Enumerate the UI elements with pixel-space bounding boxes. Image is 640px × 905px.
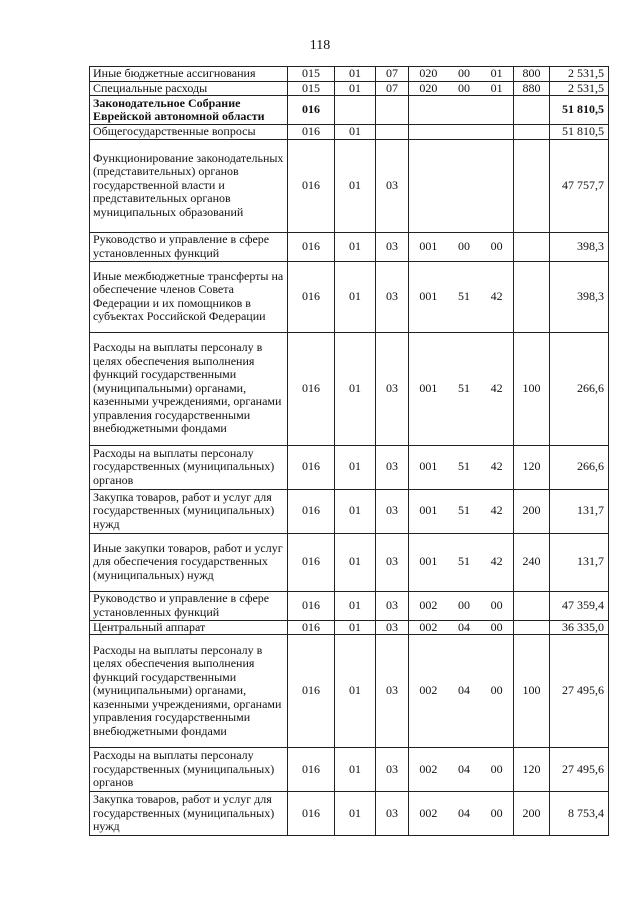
- target-article-cell: [409, 261, 514, 332]
- target-article-part: 002: [419, 805, 438, 820]
- target-article-part: 00: [457, 238, 470, 253]
- row-name-cell: Законодательное Собрание Еврейской автономной области: [90, 96, 288, 125]
- target-article-cell: [409, 445, 514, 489]
- section-code-cell: [335, 96, 376, 125]
- row-name-cell: Закупка товаров, работ и услуг для государственных (муниципальных) нужд: [90, 792, 288, 836]
- target-article-cell: [409, 792, 514, 836]
- target-article-part: 42: [490, 503, 503, 518]
- section-code-cell: 01: [335, 261, 376, 332]
- target-article-part: 00: [490, 761, 503, 776]
- target-article-part: 00: [490, 620, 503, 634]
- target-article-part: 001: [419, 554, 438, 569]
- admin-code-cell: 016: [288, 635, 335, 748]
- section-code-cell: 01: [335, 445, 376, 489]
- section-code-cell: 01: [335, 489, 376, 533]
- expense-type-cell: 200: [514, 489, 550, 533]
- target-article-cell: [409, 67, 514, 82]
- admin-code-cell: 016: [288, 792, 335, 836]
- target-article-part: 002: [419, 620, 438, 634]
- subsection-code-cell: 03: [376, 445, 409, 489]
- target-article-cell: [409, 125, 514, 140]
- section-code-cell: 01: [335, 533, 376, 591]
- target-article-cell: [409, 332, 514, 445]
- target-article-parts: [409, 684, 513, 698]
- admin-code-cell: 016: [288, 96, 335, 125]
- subsection-code-cell: 03: [376, 748, 409, 792]
- target-article-parts: [409, 621, 513, 635]
- subsection-code-cell: 03: [376, 232, 409, 261]
- target-article-parts: [409, 807, 513, 821]
- subsection-code-cell: 03: [376, 139, 409, 232]
- target-article-part: 001: [419, 380, 438, 395]
- amount-cell: 51 810,5: [550, 125, 609, 140]
- target-article-part: 42: [490, 288, 503, 303]
- row-name-cell: Иные межбюджетные трансферты на обеспечение членов Совета Федерации и их помощников в субъектах Российской Федерации: [90, 261, 288, 332]
- target-article-part: 04: [457, 683, 470, 698]
- target-article-part: 01: [490, 81, 503, 95]
- section-code-cell: 01: [335, 792, 376, 836]
- admin-code-cell: 016: [288, 332, 335, 445]
- expense-type-cell: 240: [514, 533, 550, 591]
- row-name-cell: Расходы на выплаты персоналу в целях обеспечения выполнения функций государственными (муниципальными) органами, казенными учреждениями, органами управления государственными внебюджетными фондами: [90, 332, 288, 445]
- target-article-cell: [409, 232, 514, 261]
- subsection-code-cell: [376, 96, 409, 125]
- amount-cell: 266,6: [550, 445, 609, 489]
- row-name-cell: Центральный аппарат: [90, 620, 288, 635]
- target-article-part: 002: [419, 761, 438, 776]
- target-article-part: 00: [457, 66, 470, 80]
- amount-cell: 47 757,7: [550, 139, 609, 232]
- admin-code-cell: 016: [288, 445, 335, 489]
- subsection-code-cell: 03: [376, 792, 409, 836]
- target-article-part: 51: [457, 288, 470, 303]
- expense-type-cell: [514, 620, 550, 635]
- target-article-part: 001: [419, 288, 438, 303]
- target-article-parts: [409, 382, 513, 396]
- amount-cell: 266,6: [550, 332, 609, 445]
- target-article-cell: [409, 96, 514, 125]
- expense-type-cell: 100: [514, 635, 550, 748]
- subsection-code-cell: 03: [376, 332, 409, 445]
- table-row: [90, 489, 609, 533]
- target-article-part: 001: [419, 503, 438, 518]
- row-name-cell: Закупка товаров, работ и услуг для государственных (муниципальных) нужд: [90, 489, 288, 533]
- table-row: [90, 591, 609, 620]
- amount-cell: 27 495,6: [550, 635, 609, 748]
- amount-cell: 27 495,6: [550, 748, 609, 792]
- amount-cell: 131,7: [550, 489, 609, 533]
- subsection-code-cell: 03: [376, 533, 409, 591]
- target-article-part: 42: [490, 380, 503, 395]
- admin-code-cell: 016: [288, 232, 335, 261]
- admin-code-cell: 016: [288, 620, 335, 635]
- row-name-cell: Иные закупки товаров, работ и услуг для обеспечения государственных (муниципальных) нужд: [90, 533, 288, 591]
- expense-type-cell: [514, 139, 550, 232]
- admin-code-cell: 015: [288, 81, 335, 96]
- table-row: [90, 67, 609, 82]
- subsection-code-cell: 03: [376, 489, 409, 533]
- table-row: [90, 445, 609, 489]
- target-article-parts: [409, 763, 513, 777]
- table-row: [90, 139, 609, 232]
- target-article-part: 04: [457, 620, 470, 634]
- table-row: [90, 125, 609, 140]
- amount-cell: 2 531,5: [550, 81, 609, 96]
- target-article-part: 51: [457, 554, 470, 569]
- target-article-part: 001: [419, 459, 438, 474]
- admin-code-cell: 016: [288, 125, 335, 140]
- expense-type-cell: 800: [514, 67, 550, 82]
- section-code-cell: 01: [335, 81, 376, 96]
- table-row: [90, 81, 609, 96]
- table-row: [90, 232, 609, 261]
- expense-type-cell: 100: [514, 332, 550, 445]
- row-name-cell: Руководство и управление в сфере установленных функций: [90, 591, 288, 620]
- subsection-code-cell: 07: [376, 67, 409, 82]
- target-article-part: 00: [457, 81, 470, 95]
- section-code-cell: 01: [335, 232, 376, 261]
- target-article-part: 00: [490, 683, 503, 698]
- target-article-part: 00: [490, 805, 503, 820]
- target-article-part: 00: [457, 597, 470, 612]
- row-name-cell: Расходы на выплаты персоналу в целях обеспечения выполнения функций государственными (муниципальными) органами, казенными учреждениями, органами управления государственными внебюджетными фондами: [90, 635, 288, 748]
- target-article-part: 020: [419, 81, 438, 95]
- subsection-code-cell: 03: [376, 591, 409, 620]
- subsection-code-cell: 03: [376, 620, 409, 635]
- section-code-cell: 01: [335, 620, 376, 635]
- table-row: [90, 635, 609, 748]
- table-row: [90, 332, 609, 445]
- row-name-cell: Расходы на выплаты персоналу государственных (муниципальных) органов: [90, 748, 288, 792]
- target-article-parts: [409, 599, 513, 613]
- amount-cell: 36 335,0: [550, 620, 609, 635]
- target-article-part: 01: [490, 66, 503, 80]
- amount-cell: 8 753,4: [550, 792, 609, 836]
- target-article-parts: [409, 82, 513, 96]
- target-article-cell: [409, 489, 514, 533]
- section-code-cell: 01: [335, 67, 376, 82]
- amount-cell: 398,3: [550, 232, 609, 261]
- table-row: [90, 261, 609, 332]
- table-row: [90, 792, 609, 836]
- table-row: [90, 533, 609, 591]
- target-article-part: 002: [419, 597, 438, 612]
- amount-cell: 51 810,5: [550, 96, 609, 125]
- expense-type-cell: [514, 591, 550, 620]
- target-article-parts: [409, 504, 513, 518]
- amount-cell: 2 531,5: [550, 67, 609, 82]
- target-article-part: 51: [457, 503, 470, 518]
- admin-code-cell: 016: [288, 139, 335, 232]
- target-article-part: 04: [457, 761, 470, 776]
- row-name-cell: Расходы на выплаты персоналу государственных (муниципальных) органов: [90, 445, 288, 489]
- subsection-code-cell: 03: [376, 261, 409, 332]
- target-article-part: 04: [457, 805, 470, 820]
- admin-code-cell: 016: [288, 261, 335, 332]
- expense-type-cell: [514, 232, 550, 261]
- expense-type-cell: [514, 96, 550, 125]
- admin-code-cell: 016: [288, 533, 335, 591]
- target-article-part: 001: [419, 238, 438, 253]
- amount-cell: 131,7: [550, 533, 609, 591]
- target-article-cell: [409, 748, 514, 792]
- target-article-part: 002: [419, 683, 438, 698]
- amount-cell: 47 359,4: [550, 591, 609, 620]
- row-name-cell: Специальные расходы: [90, 81, 288, 96]
- table-row: [90, 748, 609, 792]
- row-name-cell: Функционирование законодательных (представительных) органов государственной власти и представительных органов муниципальных образований: [90, 139, 288, 232]
- target-article-part: 42: [490, 459, 503, 474]
- row-name-cell: Иные бюджетные ассигнования: [90, 67, 288, 82]
- admin-code-cell: 016: [288, 489, 335, 533]
- table-row: [90, 96, 609, 125]
- page-number: 118: [309, 38, 331, 53]
- target-article-part: 00: [490, 238, 503, 253]
- target-article-parts: [409, 460, 513, 474]
- target-article-cell: [409, 139, 514, 232]
- subsection-code-cell: 07: [376, 81, 409, 96]
- section-code-cell: 01: [335, 125, 376, 140]
- target-article-cell: [409, 533, 514, 591]
- target-article-parts: [409, 67, 513, 81]
- admin-code-cell: 016: [288, 591, 335, 620]
- target-article-cell: [409, 620, 514, 635]
- row-name-cell: Общегосударственные вопросы: [90, 125, 288, 140]
- expense-type-cell: 120: [514, 748, 550, 792]
- subsection-code-cell: [376, 125, 409, 140]
- admin-code-cell: 015: [288, 67, 335, 82]
- target-article-part: 00: [490, 597, 503, 612]
- subsection-code-cell: 03: [376, 635, 409, 748]
- section-code-cell: 01: [335, 332, 376, 445]
- admin-code-cell: 016: [288, 748, 335, 792]
- section-code-cell: 01: [335, 591, 376, 620]
- target-article-cell: [409, 635, 514, 748]
- section-code-cell: 01: [335, 748, 376, 792]
- expense-type-cell: 200: [514, 792, 550, 836]
- expense-type-cell: 880: [514, 81, 550, 96]
- target-article-parts: [409, 555, 513, 569]
- table-row: [90, 620, 609, 635]
- expense-type-cell: 120: [514, 445, 550, 489]
- target-article-part: 51: [457, 380, 470, 395]
- amount-cell: 398,3: [550, 261, 609, 332]
- row-name-cell: Руководство и управление в сфере установленных функций: [90, 232, 288, 261]
- table-body: [90, 67, 609, 836]
- target-article-parts: [409, 290, 513, 304]
- target-article-part: 020: [419, 66, 438, 80]
- target-article-parts: [409, 240, 513, 254]
- target-article-cell: [409, 81, 514, 96]
- expense-type-cell: [514, 125, 550, 140]
- budget-table: [89, 66, 609, 836]
- section-code-cell: 01: [335, 635, 376, 748]
- expense-type-cell: [514, 261, 550, 332]
- target-article-cell: [409, 591, 514, 620]
- section-code-cell: 01: [335, 139, 376, 232]
- target-article-part: 42: [490, 554, 503, 569]
- target-article-part: 51: [457, 459, 470, 474]
